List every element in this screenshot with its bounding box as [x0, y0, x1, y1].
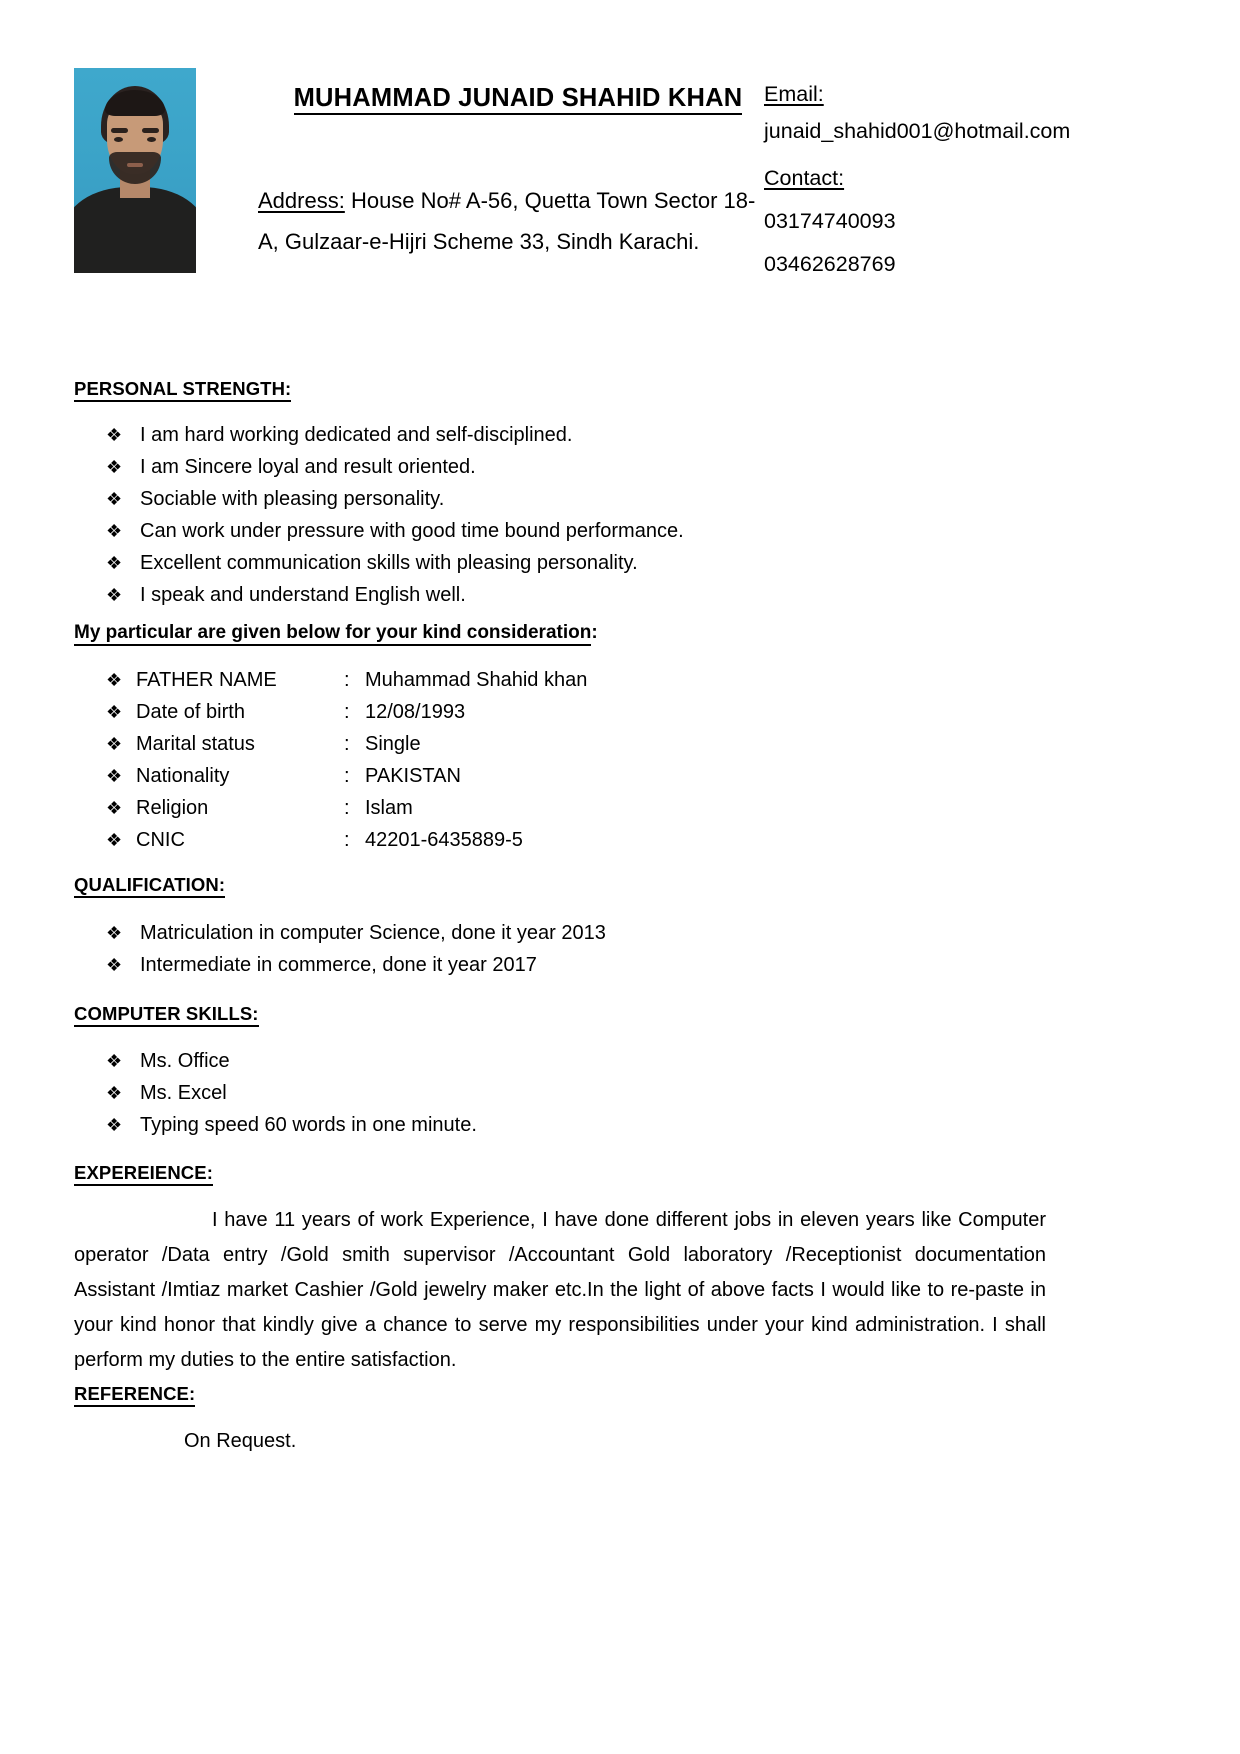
- email-label: Email:: [764, 82, 824, 106]
- address-label: Address:: [258, 188, 345, 213]
- diamond-bullet-icon: ❖: [106, 923, 123, 943]
- candidate-name: [258, 84, 778, 113]
- photo-eyebrow-right: [142, 128, 159, 133]
- diamond-bullet-icon: ❖: [106, 702, 123, 722]
- list-item: [74, 1045, 477, 1077]
- personal-strength-list: [74, 419, 684, 611]
- row-separator: :: [344, 765, 350, 787]
- candidate-name-text: MUHAMMAD JUNAID SHAHID KHAN: [294, 84, 743, 115]
- diamond-bullet-icon: ❖: [106, 553, 123, 573]
- row-separator: :: [344, 797, 350, 819]
- list-item: [74, 419, 684, 451]
- list-item: [74, 1109, 477, 1141]
- list-item: [74, 1077, 477, 1109]
- candidate-photo: [74, 68, 196, 273]
- diamond-bullet-icon: ❖: [106, 1083, 123, 1103]
- row-value: 12/08/1993: [365, 701, 466, 723]
- diamond-bullet-icon: ❖: [106, 670, 123, 690]
- row-key: FATHER NAME: [136, 669, 277, 691]
- photo-beard: [109, 152, 161, 184]
- photo-eye-right: [147, 137, 156, 142]
- computer-skills-heading: [74, 1003, 259, 1025]
- personal-strength-section: [74, 378, 291, 400]
- list-item: [74, 515, 684, 547]
- particulars-heading: [74, 622, 598, 644]
- list-item-label: Sociable with pleasing personality.: [140, 488, 445, 510]
- contact-block: [764, 76, 1164, 283]
- row-value: PAKISTAN: [365, 765, 461, 787]
- particulars-heading-wrap: [74, 622, 598, 644]
- personal-strength-list-wrap: [74, 419, 684, 611]
- reference-heading-text: REFERENCE:: [74, 1383, 195, 1407]
- computer-skills-list-wrap: [74, 1045, 477, 1141]
- list-item-label: I am hard working dedicated and self-disciplined.: [140, 424, 573, 446]
- list-item: [74, 579, 684, 611]
- list-item-label: Excellent communication skills with pleasing personality.: [140, 552, 638, 574]
- diamond-bullet-icon: ❖: [106, 489, 123, 509]
- reference-heading: [74, 1383, 195, 1405]
- experience-heading-wrap: [74, 1162, 213, 1184]
- row-value: Islam: [365, 797, 413, 819]
- address-value: House No# A-56, Quetta Town Sector 18-A, Gulzaar-e-Hijri Scheme 33, Sindh Karachi.: [258, 188, 756, 254]
- row-key: Date of birth: [136, 701, 245, 723]
- personal-strength-heading-text: PERSONAL STRENGTH:: [74, 378, 291, 402]
- diamond-bullet-icon: ❖: [106, 734, 123, 754]
- row-value: 42201-6435889-5: [365, 829, 523, 851]
- diamond-bullet-icon: ❖: [106, 585, 123, 605]
- qualification-heading-text: QUALIFICATION:: [74, 874, 225, 898]
- reference-value: On Request.: [184, 1430, 297, 1452]
- particulars-heading-colon: :: [591, 622, 598, 643]
- diamond-bullet-icon: ❖: [106, 766, 123, 786]
- list-item-label: I am Sincere loyal and result oriented.: [140, 456, 476, 478]
- experience-paragraph: [74, 1203, 1046, 1378]
- experience-paragraph-text: I have 11 years of work Experience, I have done different jobs in eleven years like Computer operator /Data entry /Gold smith supervisor /Accountant Gold laboratory /Receptionist documentation Assistant /Imtiaz market Cashier /Gold jewelry maker etc.In the light of above facts I would like to re-paste in your kind honor that kindly give a chance to serve my responsibilities under your kind administration. I shall perform my duties to the entire satisfaction.: [74, 1209, 1046, 1371]
- row-value: Muhammad Shahid khan: [365, 669, 588, 691]
- photo-shirt: [74, 187, 196, 273]
- experience-paragraph-wrap: [74, 1203, 1046, 1378]
- row-key: Religion: [136, 797, 209, 819]
- computer-skills-list: [74, 1045, 477, 1141]
- diamond-bullet-icon: ❖: [106, 425, 123, 445]
- list-item-label: I speak and understand English well.: [140, 584, 466, 606]
- diamond-bullet-icon: ❖: [106, 521, 123, 541]
- row-key: Nationality: [136, 765, 230, 787]
- row-key: CNIC: [136, 829, 185, 851]
- photo-lips: [127, 163, 143, 167]
- diamond-bullet-icon: ❖: [106, 457, 123, 477]
- email-value[interactable]: junaid_shahid001@hotmail.com: [764, 119, 1071, 143]
- list-item: [74, 547, 684, 579]
- experience-heading-text: EXPEREIENCE:: [74, 1162, 213, 1186]
- list-item-label: Can work under pressure with good time bound performance.: [140, 520, 684, 542]
- computer-skills-heading-text: COMPUTER SKILLS:: [74, 1003, 259, 1027]
- reference-value-wrap: [74, 1425, 296, 1457]
- resume-header: [74, 68, 1166, 298]
- particulars-heading-text: My particular are given below for your kind consideration: [74, 622, 591, 646]
- computer-skills-heading-wrap: [74, 1003, 259, 1025]
- row-key: Marital status: [136, 733, 255, 755]
- list-item: [74, 483, 684, 515]
- diamond-bullet-icon: ❖: [106, 798, 123, 818]
- phone-number-2[interactable]: 03462628769: [764, 252, 896, 276]
- list-item: [74, 451, 684, 483]
- contact-label: Contact:: [764, 166, 845, 190]
- qualification-heading: [74, 874, 225, 896]
- list-item: [74, 917, 606, 949]
- qualification-heading-wrap: [74, 874, 225, 896]
- diamond-bullet-icon: ❖: [106, 955, 123, 975]
- qualification-list-wrap: [74, 917, 606, 981]
- list-item-label: Typing speed 60 words in one minute.: [140, 1114, 477, 1136]
- row-separator: :: [344, 829, 350, 851]
- diamond-bullet-icon: ❖: [106, 830, 123, 850]
- row-separator: :: [344, 733, 350, 755]
- phone-number-1[interactable]: 03174740093: [764, 209, 896, 233]
- row-value: Single: [365, 733, 421, 755]
- list-item-label: Matriculation in computer Science, done it year 2013: [140, 922, 606, 944]
- row-separator: :: [344, 669, 350, 691]
- photo-eye-left: [114, 137, 123, 142]
- diamond-bullet-icon: ❖: [106, 1115, 123, 1135]
- list-item-label: Ms. Office: [140, 1050, 230, 1072]
- reference-heading-wrap: [74, 1383, 195, 1405]
- personal-strength-heading: [74, 378, 291, 400]
- diamond-bullet-icon: ❖: [106, 1051, 123, 1071]
- qualification-list: [74, 917, 606, 981]
- experience-heading: [74, 1162, 213, 1184]
- list-item-label: Intermediate in commerce, done it year 2017: [140, 954, 537, 976]
- list-item: [74, 949, 606, 981]
- address-block: [258, 180, 770, 262]
- row-separator: :: [344, 701, 350, 723]
- photo-eyebrow-left: [111, 128, 128, 133]
- list-item-label: Ms. Excel: [140, 1082, 227, 1104]
